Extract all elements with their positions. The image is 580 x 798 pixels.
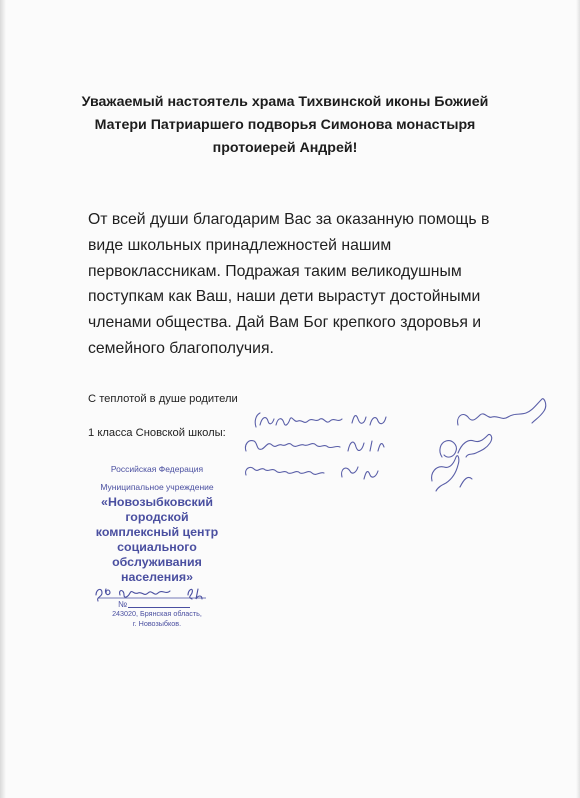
- stamp-org-line-6: населения»: [121, 570, 193, 584]
- page-shadow-left: [0, 0, 6, 798]
- signature-1-name: [255, 413, 386, 427]
- stamp-org-line-2: городской: [125, 510, 189, 524]
- stamp-number-label: №: [118, 599, 128, 609]
- letter-heading: [70, 91, 500, 160]
- signature-3-mark: [432, 456, 472, 491]
- signature-3-name: [246, 467, 378, 479]
- signature-1-mark: [458, 399, 546, 425]
- stamp-org-line-3: комплексный центр: [95, 525, 219, 539]
- stamp-handwritten-date: [88, 581, 218, 605]
- page-shadow-right: [576, 0, 580, 798]
- body-line-5: членами общества. Дай Вам Бог крепкого здоровья и: [88, 314, 482, 332]
- stamp-org-line-1: «Новозыбковский: [101, 495, 213, 509]
- stamp-date-month: [120, 591, 170, 598]
- stamp-date-day: [96, 589, 110, 601]
- heading-line-3: протоиерей Андрей!: [212, 140, 358, 156]
- stamp-institution-type: Муниципальное учреждение: [100, 482, 214, 492]
- body-line-1: От всей души благодарим Вас за оказанную помощь в: [88, 211, 490, 228]
- closing-line-1: С теплотой в душе родители: [88, 393, 238, 405]
- stamp-number-line: [128, 607, 190, 608]
- body-line-3: первоклассникам. Подражая таким великодушным: [88, 262, 462, 280]
- signature-2-mark: [440, 434, 492, 457]
- letter-body: [88, 207, 558, 362]
- stamp-date-year: [188, 589, 202, 599]
- heading-line-1: Уважаемый настоятель храма Тихвинской иконы Божией: [81, 94, 489, 110]
- body-line-2: виде школьных принадлежностей нашим: [88, 236, 392, 254]
- stamp-org-line-5: обслуживания: [112, 555, 202, 569]
- official-stamp: [72, 463, 242, 643]
- signature-2-name: [245, 441, 384, 451]
- heading-line-2: Матери Патриаршего подворья Симонова монастыря: [94, 117, 476, 133]
- body-line-6: семейного благополучия.: [88, 339, 274, 357]
- stamp-address-line-1: 243020, Брянская область,: [112, 609, 202, 618]
- closing-line-2: 1 класса Сновской школы:: [88, 427, 226, 439]
- body-line-4: поступкам как Ваш, наши дети вырастут достойными: [88, 288, 481, 306]
- stamp-address-line-2: г. Новозыбков.: [132, 619, 182, 628]
- handwritten-signatures: [232, 395, 562, 505]
- stamp-country: Российская Федерация: [110, 464, 204, 474]
- stamp-org-line-4: социального: [117, 540, 197, 554]
